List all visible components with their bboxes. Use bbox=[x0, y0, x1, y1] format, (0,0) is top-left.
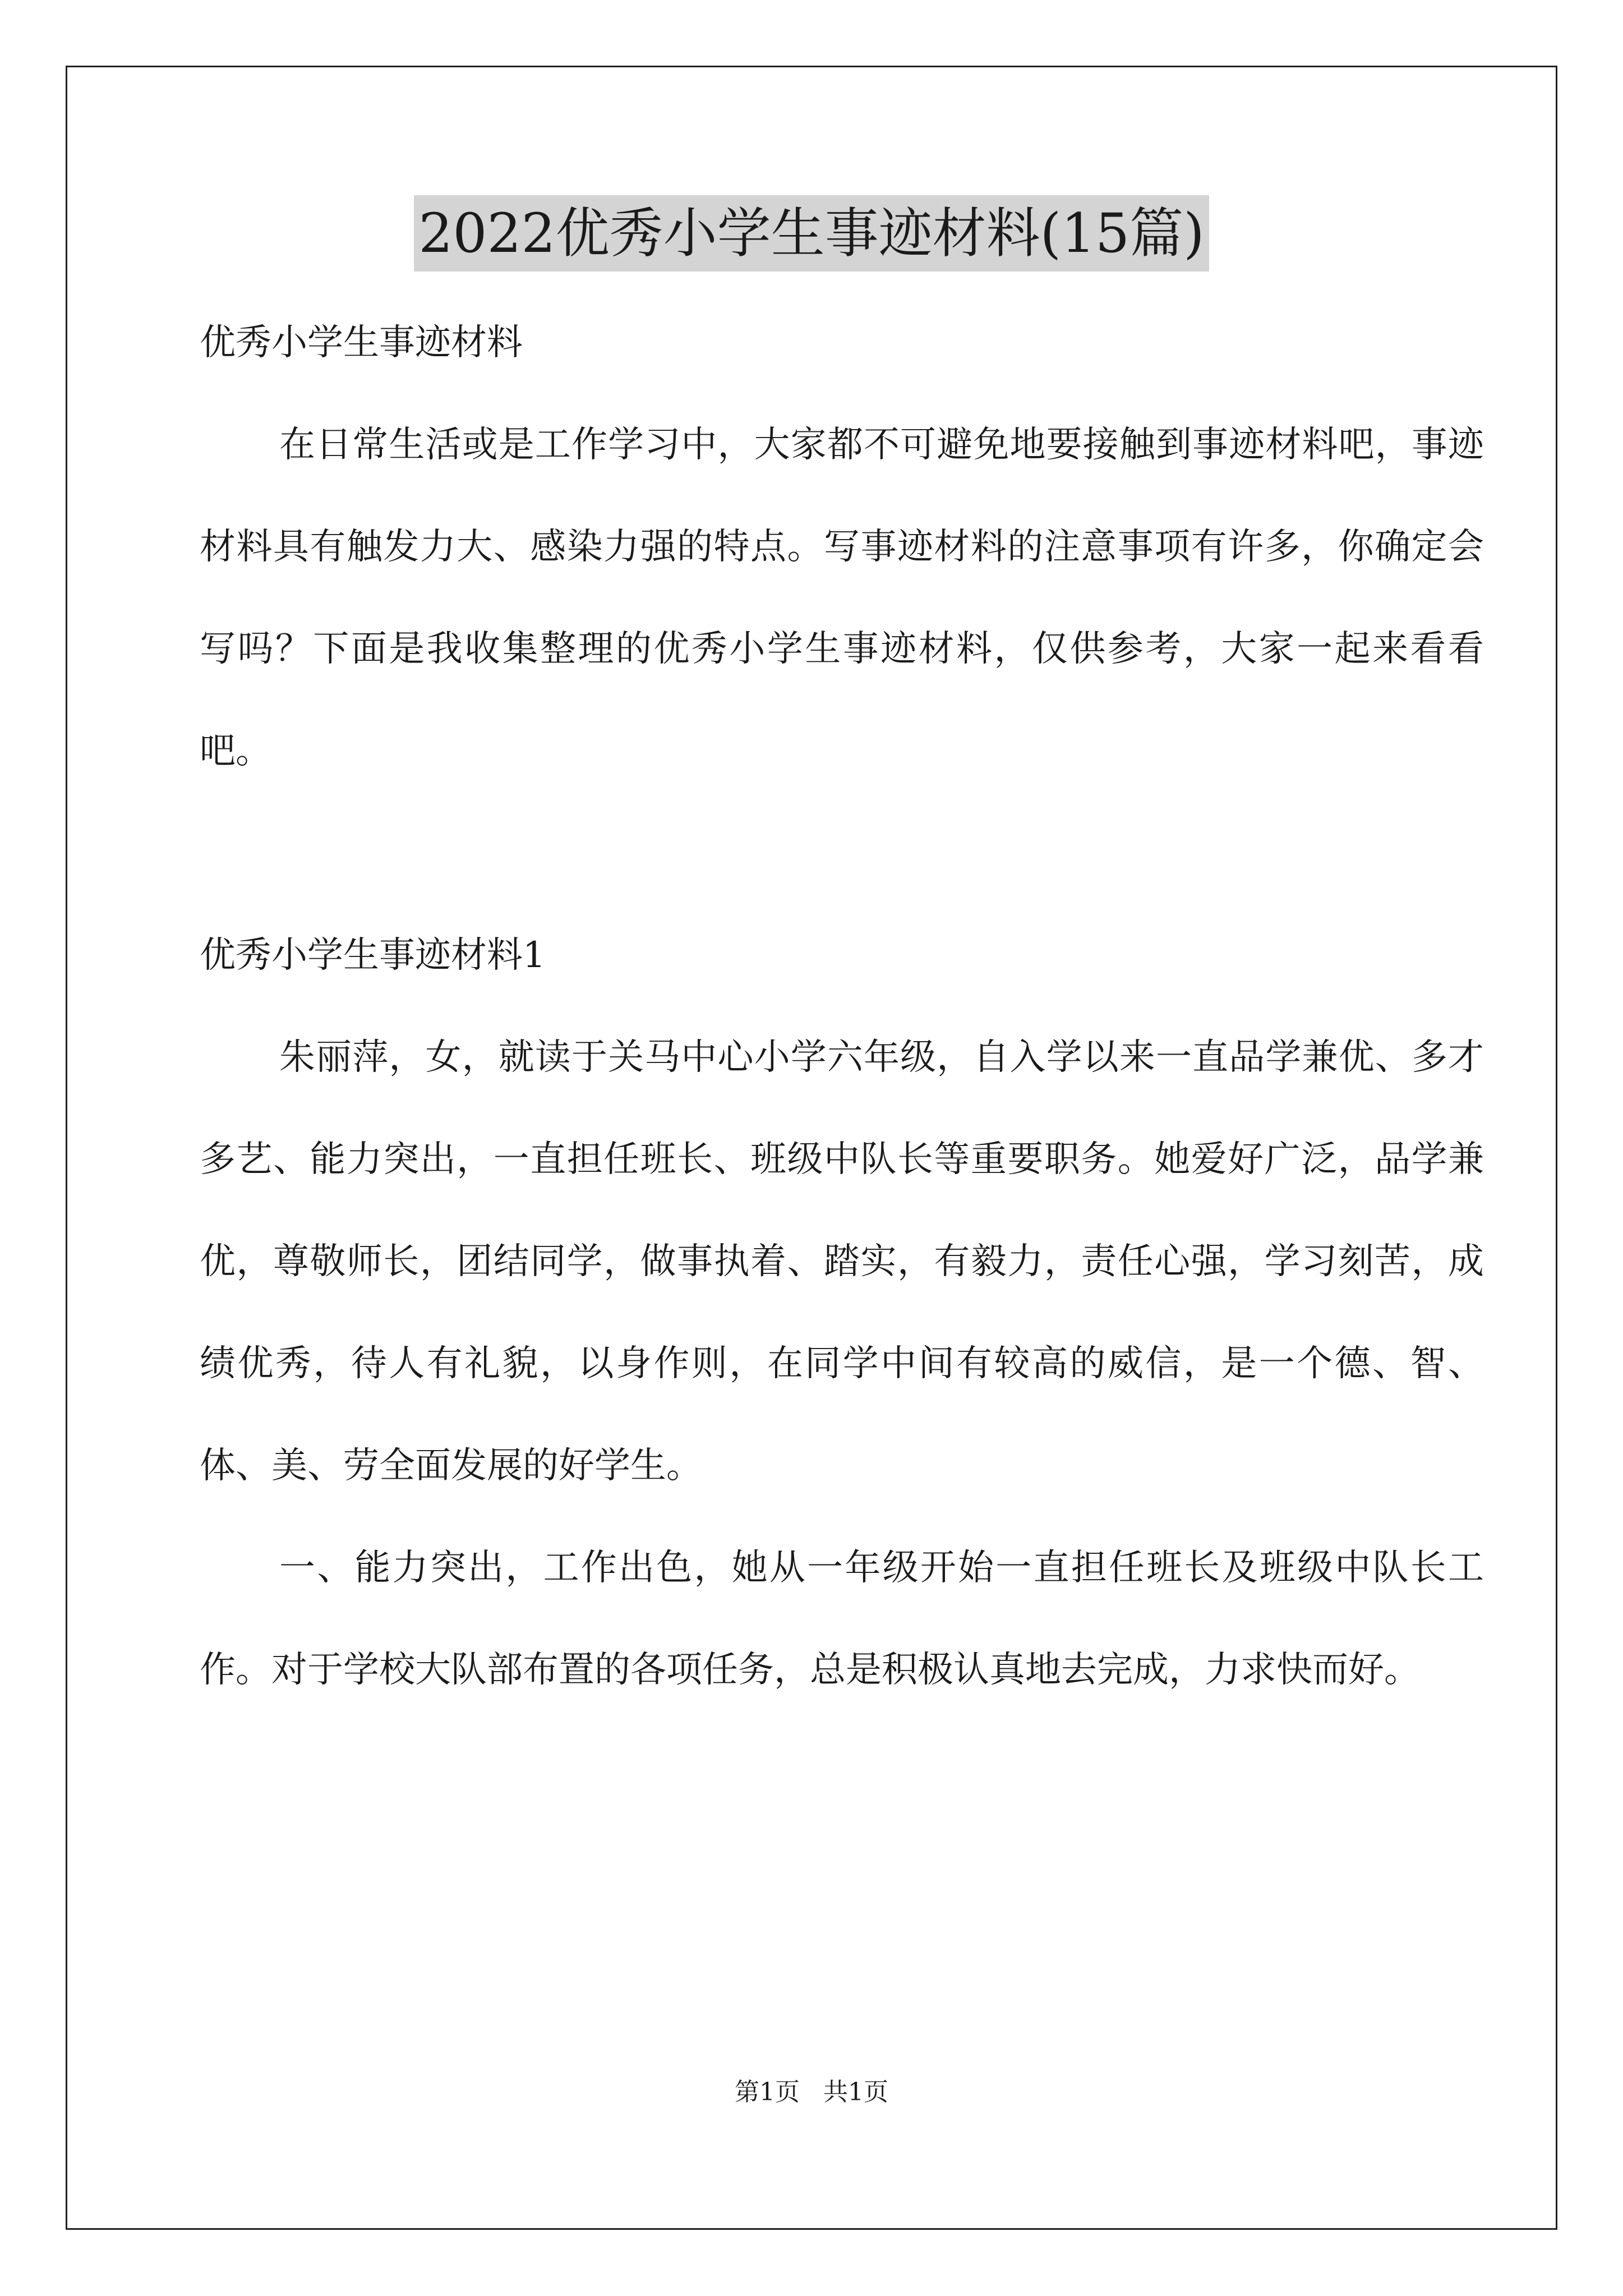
section-heading: 优秀小学生事迹材料1 bbox=[200, 935, 546, 976]
page-footer: 第1页 共1页 bbox=[735, 2078, 888, 2106]
document-title: 2022优秀小学生事迹材料(15篇) bbox=[414, 195, 1209, 272]
paragraph: 一、能力突出，工作出色，她从一年级开始一直担任班长及班级中队长工作。对于学校大队部布置的各项任务，总是积极认真地去完成，力求快而好。 bbox=[200, 1547, 1484, 1691]
paragraph: 在日常生活或是工作学习中，大家都不可避免地要接触到事迹材料吧，事迹材料具有触发力大、感染力强的特点。写事迹材料的注意事项有许多，你确定会写吗？下面是我收集整理的优秀小学生事迹材料，仅供参考，大家一起来看看吧。 bbox=[200, 424, 1484, 772]
document-body bbox=[200, 292, 1484, 1721]
paragraph: 朱丽萍，女，就读于关马中心小学六年级，自入学以来一直品学兼优、多才多艺、能力突出，一直担任班长、班级中队长等重要职务。她爱好广泛，品学兼优，尊敬师长，团结同学，做事执着、踏实，有毅力，责任心强，学习刻苦，成绩优秀，待人有礼貌，以身作则，在同学中间有较高的威信，是一个德、智、体、美、劳全面发展的好学生。 bbox=[200, 1037, 1484, 1487]
title-container bbox=[0, 195, 1623, 272]
section-spacer bbox=[200, 802, 1484, 904]
section-heading: 优秀小学生事迹材料 bbox=[200, 322, 523, 364]
